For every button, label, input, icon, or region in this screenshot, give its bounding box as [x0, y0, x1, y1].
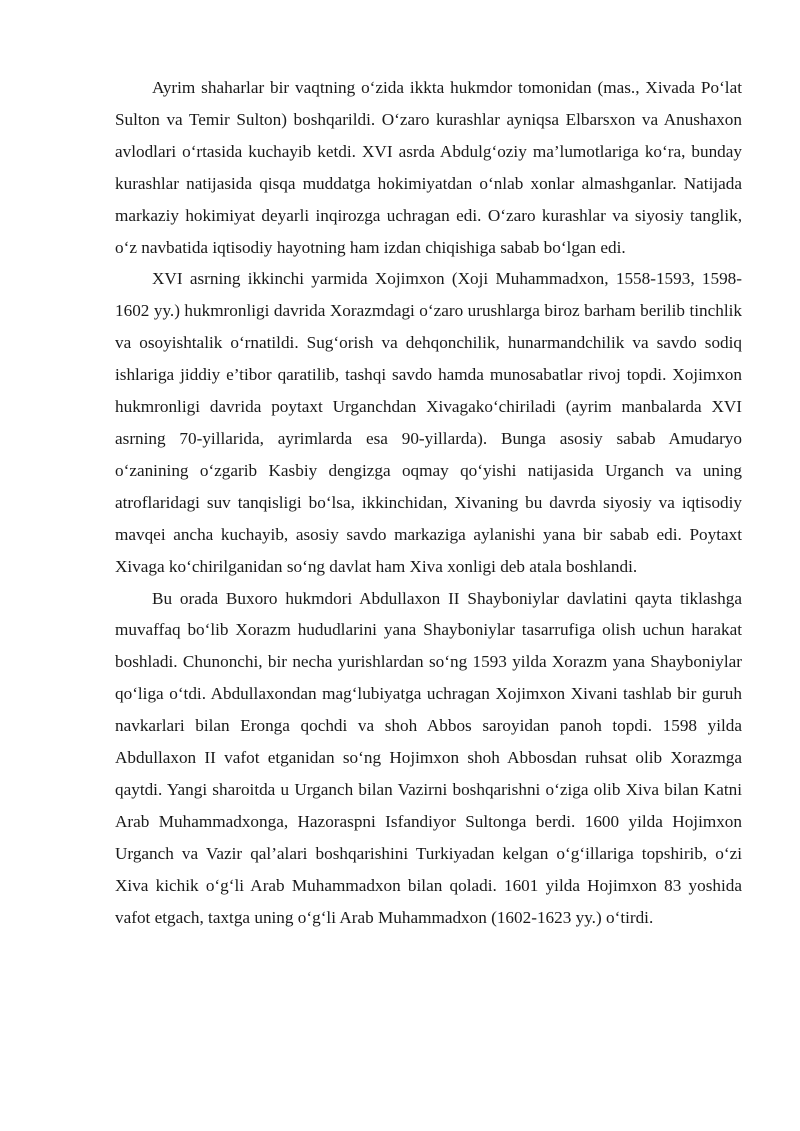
paragraph-2: XVI asrning ikkinchi yarmida Xojimxon (Xoji Muhammadxon, 1558-1593, 1598-1602 yy.) hukmronligi davrida Xorazmdagi o‘zaro urushlarga biroz barham berilib tinchlik va osoyishtalik o‘rnatildi. Sug‘orish va dehqonchilik, hunarmandchilik va savdo sodiq ishlariga jiddiy e’tibor qaratilib, tashqi savdo hamda munosabatlar rivoj topdi. Xojimxon hukmronligi davrida poytaxt Urganchdan Xivagako‘chiriladi (ayrim manbalarda XVI asrning 70-yillarida, ayrimlarda esa 90-yillarda). Bunga asosiy sabab Amudaryo o‘zanining o‘zgarib Kasbiy dengizga oqmay qo‘yishi natijasida Urganch va uning atroflaridagi suv tanqisligi bo‘lsa, ikkinchidan, Xivaning bu davrda siyosiy va iqtisodiy mavqei ancha kuchayib, asosiy savdo markaziga aylanishi yana bir sabab edi. Poytaxt Xivaga ko‘chirilganidan so‘ng davlat ham Xiva xonligi deb atala boshlandi. [115, 269, 742, 576]
paragraph-3: Bu orada Buxoro hukmdori Abdullaxon II Shayboniylar davlatini qayta tiklashga muvaffaq bo‘lib Xorazm hududlarini yana Shayboniylar tasarrufiga olish uchun harakat boshladi. Chunonchi, bir necha yurishlardan so‘ng 1593 yilda Xorazm yana Shayboniylar qo‘liga o‘tdi. Abdullaxondan mag‘lubiyatga uchragan Xojimxon Xivani tashlab bir guruh navkarlari bilan Eronga qochdi va shoh Abbos saroyidan panoh topdi. 1598 yilda Abdullaxon II vafot etganidan so‘ng Hojimxon shoh Abbosdan ruhsat olib Xorazmga qaytdi. Yangi sharoitda u Urganch bilan Vazirni boshqarishni o‘ziga olib Xiva bilan Katni Arab Muhammadxonga, Hazoraspni Isfandiyor Sultonga berdi. 1600 yilda Hojimxon Urganch va Vazir qal’alari boshqarishini Turkiyadan kelgan o‘g‘illariga topshirib, o‘zi Xiva kichik o‘g‘li Arab Muhammadxon bilan qoladi. 1601 yilda Hojimxon 83 yoshida vafot etgach, taxtga uning o‘g‘li Arab Muhammadxon (1602-1623 yy.) o‘tirdi. [115, 588, 742, 927]
document-page [115, 72, 742, 933]
paragraph-1: Ayrim shaharlar bir vaqtning o‘zida ikkta hukmdor tomonidan (mas., Xivada Po‘lat Sulton va Temir Sulton) boshqarildi. O‘zaro kurashlar ayniqsa Elbarsxon va Anushaxon avlodlari o‘rtasida kuchayib ketdi. XVI asrda Abdulg‘oziy ma’lumotlariga ko‘ra, bunday kurashlar natijasida qisqa muddatga hokimiyatdan o‘nlab xonlar almashganlar. Natijada markaziy hokimiyat deyarli inqirozga uchragan edi. O‘zaro kurashlar va siyosiy tanglik, o‘z navbatida iqtisodiy hayotning ham izdan chiqishiga sabab bo‘lgan edi. [115, 78, 742, 257]
